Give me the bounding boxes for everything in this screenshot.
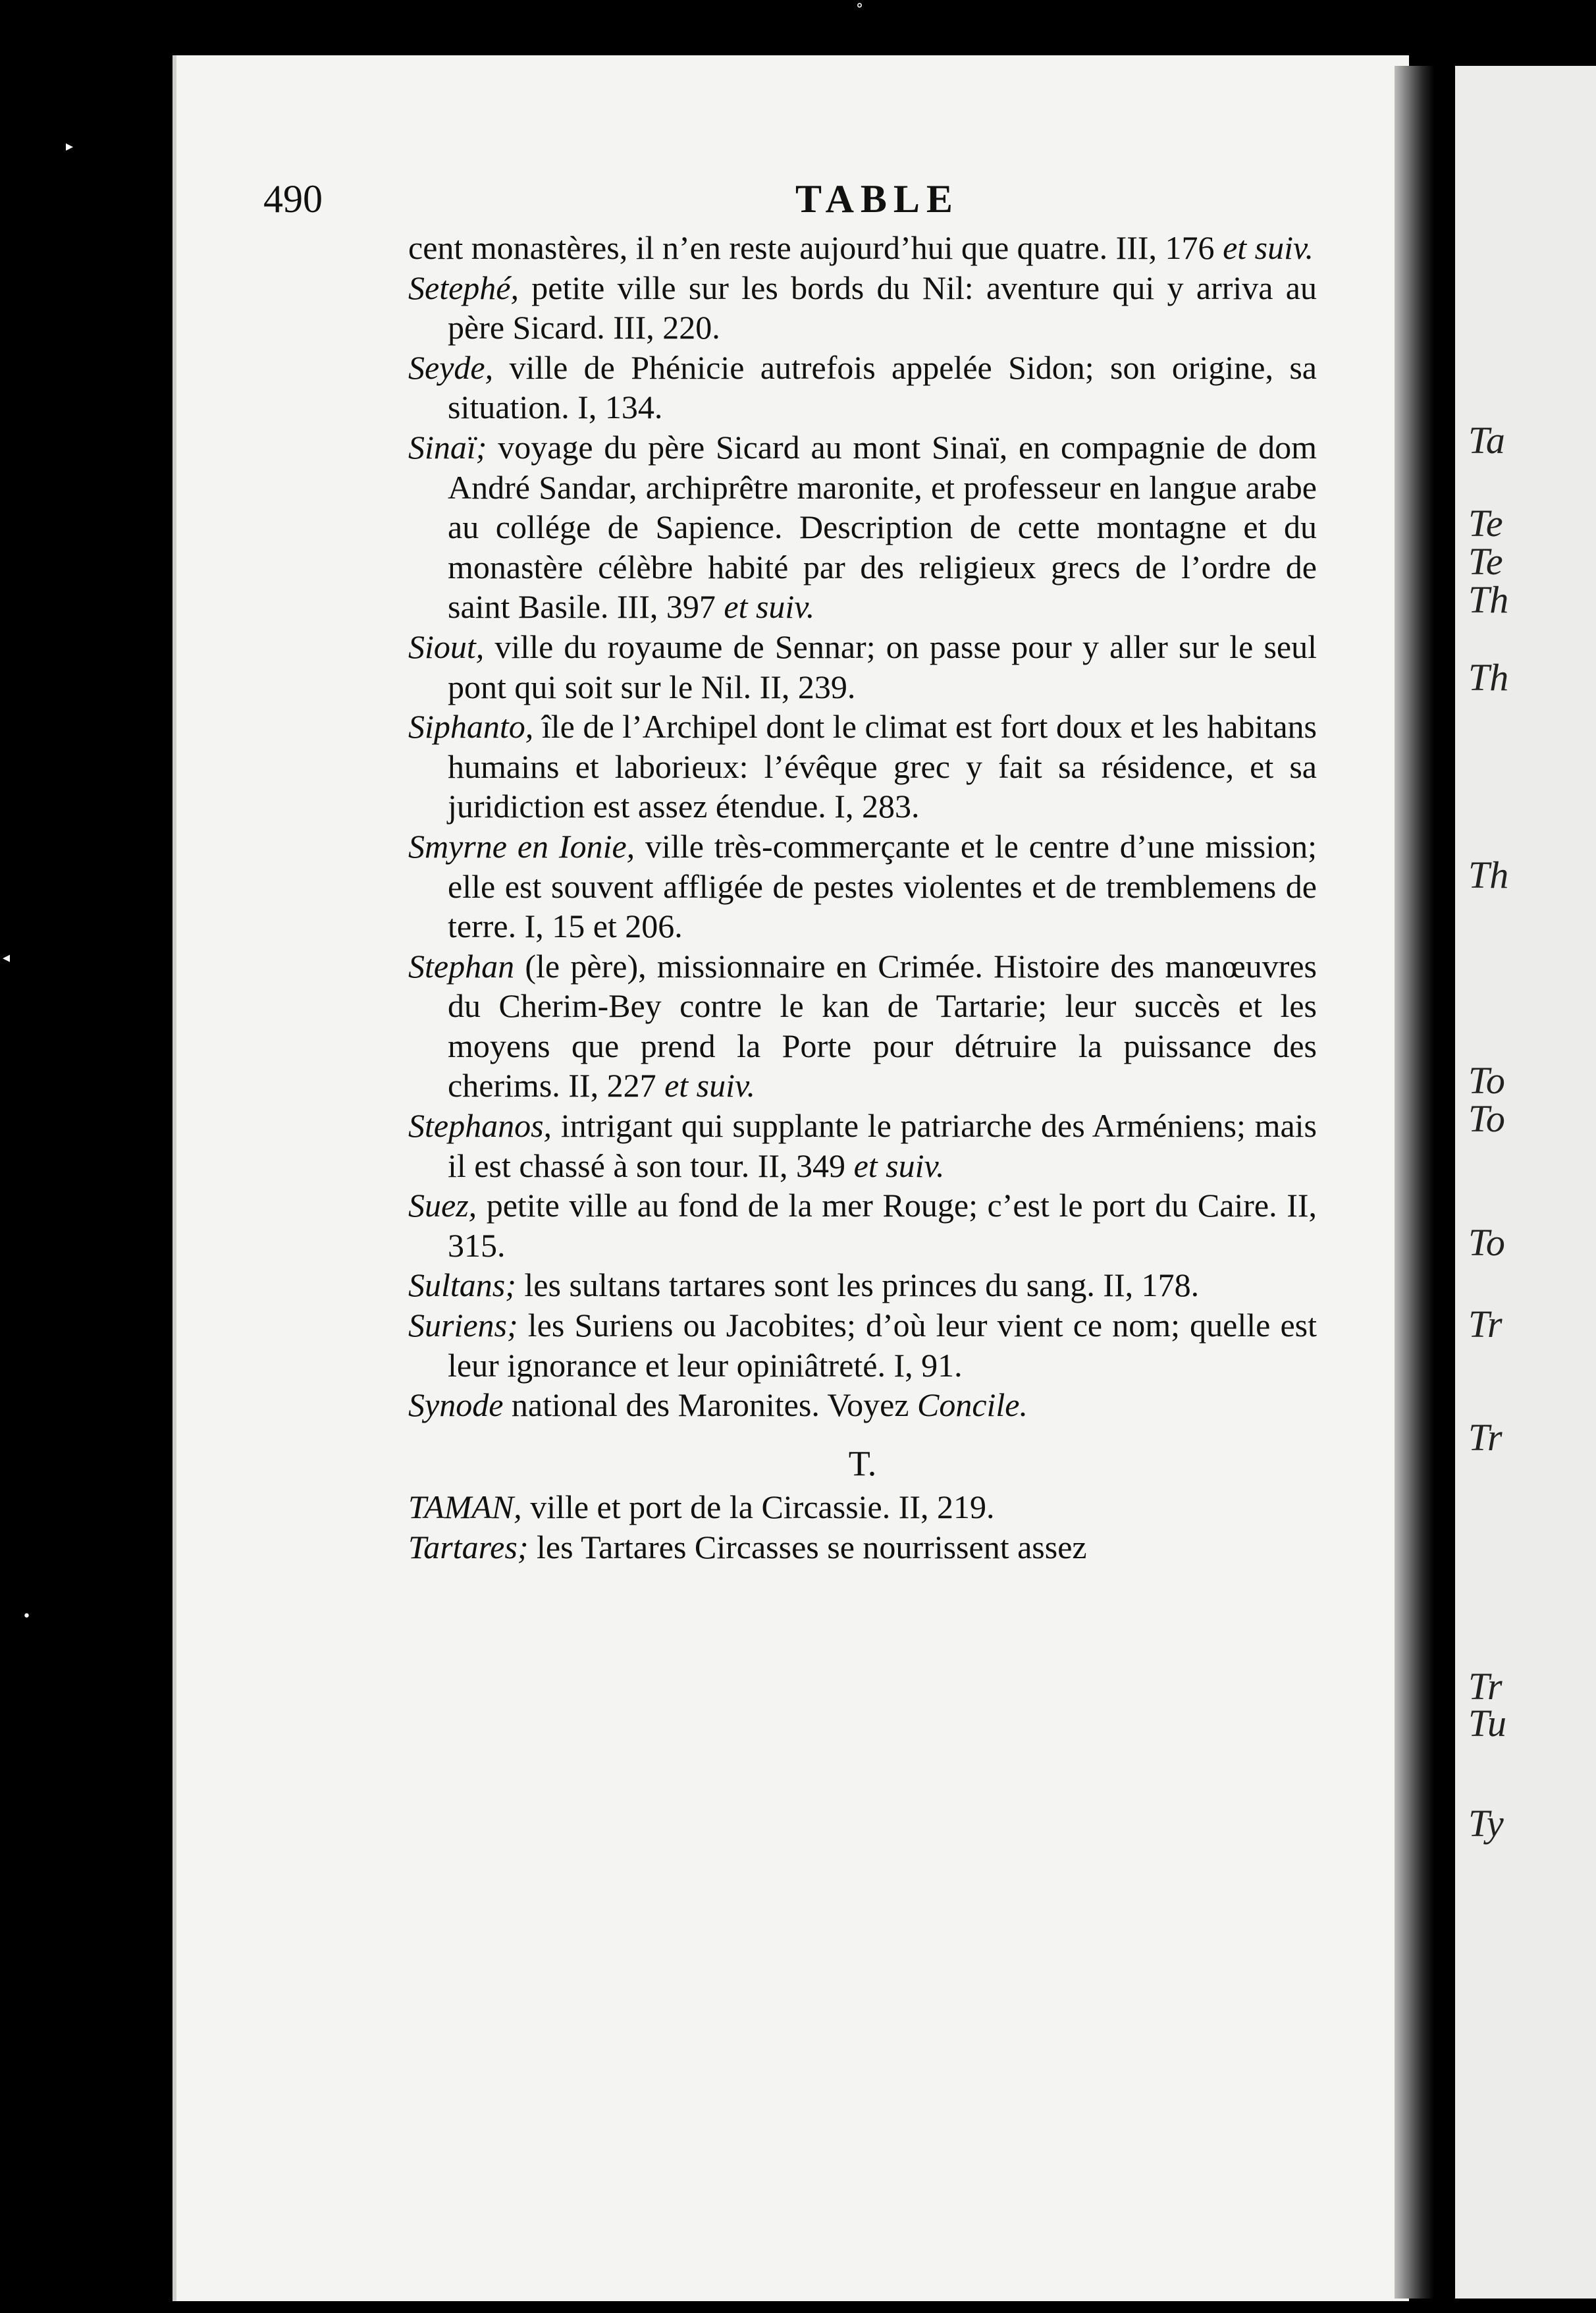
facing-margin-letter: Tr bbox=[1468, 1303, 1503, 1346]
facing-margin-letter: To bbox=[1468, 1097, 1505, 1140]
index-entry bbox=[408, 946, 1317, 1106]
entry-emphasis: et suiv. bbox=[1223, 229, 1314, 266]
entry-text: (le père), missionnaire en Crimée. Histoire des manœuvres du Cherim-Bey contre le kan de Tartarie; leur succès et les moyens que prend la Porte pour détruire la puissance des cherims. II, 227 bbox=[448, 947, 1317, 1104]
entry-text: national des Maronites. Voyez bbox=[503, 1386, 917, 1424]
entry-headword: Sinaï; bbox=[408, 428, 487, 466]
facing-margin-letter: Th bbox=[1468, 656, 1509, 699]
page-header bbox=[263, 177, 1251, 229]
scan-mark-left-2: ◂ bbox=[3, 950, 11, 966]
entry-text: petite ville au fond de la mer Rouge; c’est le port du Caire. II, 315. bbox=[448, 1187, 1317, 1264]
entry-headword: Seyde, bbox=[408, 348, 494, 386]
entry-text: cent monastères, il n’en reste aujourd’hui que quatre. III, 176 bbox=[408, 229, 1223, 266]
entry-headword: Tartares; bbox=[408, 1529, 529, 1565]
index-entry bbox=[408, 1305, 1317, 1385]
facing-margin-letter: Tu bbox=[1468, 1702, 1507, 1745]
entry-emphasis: Concile. bbox=[917, 1386, 1028, 1424]
facing-margin-letter: Th bbox=[1468, 854, 1509, 896]
index-entry bbox=[408, 707, 1317, 827]
entry-headword: Siphanto, bbox=[408, 708, 534, 746]
entry-text: voyage du père Sicard au mont Sinaï, en compagnie de dom André Sandar, archiprêtre maronite, et professeur en langue arabe au collége de Sapience. Description de cette montagne et du monastère célèbre habité par des religieux grecs de l’ordre de saint Basile. III, 397 bbox=[448, 428, 1317, 626]
page-number: 490 bbox=[263, 177, 323, 221]
index-entry bbox=[408, 1265, 1317, 1305]
book-gutter bbox=[1395, 66, 1434, 2299]
entry-text: les sultans tartares sont les princes du sang. II, 178. bbox=[516, 1266, 1200, 1304]
entry-emphasis: et suiv. bbox=[664, 1067, 755, 1104]
facing-margin-letter: Te bbox=[1468, 502, 1503, 545]
entry-text: ville du royaume de Sennar; on passe pour y aller sur le seul pont qui soit sur le Nil. II, 239. bbox=[448, 628, 1317, 705]
index-entry bbox=[408, 268, 1317, 348]
facing-margin-letter: Ta bbox=[1468, 419, 1505, 462]
index-entry bbox=[408, 228, 1317, 268]
scan-mark-top: ° bbox=[856, 1, 863, 18]
section-letter: T. bbox=[848, 1443, 877, 1483]
scan-mark-left-3: • bbox=[22, 1608, 31, 1625]
entry-emphasis: et suiv. bbox=[724, 588, 815, 626]
index-entry bbox=[408, 1106, 1317, 1185]
entry-text: ville de Phénicie autrefois appelée Sidon; son origine, sa situation. I, 134. bbox=[448, 348, 1317, 426]
index-entry bbox=[408, 1385, 1317, 1425]
entry-headword: TAMAN, bbox=[408, 1488, 522, 1526]
facing-page-edge bbox=[1455, 66, 1596, 2299]
facing-margin-letter: Ty bbox=[1468, 1802, 1504, 1845]
index-entry bbox=[408, 1185, 1317, 1265]
running-title: TABLE bbox=[795, 177, 959, 221]
entry-headword: Smyrne en Ionie, bbox=[408, 827, 635, 865]
facing-margin-letter: To bbox=[1468, 1221, 1505, 1264]
facing-margin-letter: Tr bbox=[1468, 1665, 1503, 1708]
entry-text: les Tartares Circasses se nourrissent assez bbox=[528, 1529, 1087, 1565]
index-entry bbox=[408, 1487, 1317, 1527]
facing-margin-letter: Tr bbox=[1468, 1416, 1503, 1459]
scan-mark-left-1: ▸ bbox=[66, 138, 74, 155]
entry-headword: Stephanos, bbox=[408, 1107, 552, 1145]
entry-text: île de l’Archipel dont le climat est fort doux et les habitans humains et laborieux: l’évêque grec y fait sa résidence, et sa juridiction est assez étendue. I, 283. bbox=[448, 708, 1317, 825]
index-entry bbox=[408, 827, 1317, 946]
entry-text: ville et port de la Circassie. II, 219. bbox=[521, 1488, 995, 1526]
entry-headword: Synode bbox=[408, 1386, 504, 1424]
index-entry bbox=[408, 627, 1317, 707]
index-entry bbox=[408, 348, 1317, 427]
entry-text: les Suriens ou Jacobites; d’où leur vient ce nom; quelle est leur ignorance et leur opiniâtreté. I, 91. bbox=[448, 1307, 1317, 1384]
entry-headword: Suez, bbox=[408, 1187, 477, 1224]
facing-margin-letter: Te bbox=[1468, 540, 1503, 583]
facing-margin-letter: Th bbox=[1468, 578, 1509, 621]
index-entry bbox=[408, 1527, 1317, 1567]
entry-text: intrigant qui supplante le patriarche des Arméniens; mais il est chassé à son tour. II, 349 bbox=[448, 1107, 1317, 1184]
entry-headword: Setephé, bbox=[408, 269, 519, 306]
facing-margin-letter: To bbox=[1468, 1059, 1505, 1102]
entry-headword: Suriens; bbox=[408, 1307, 518, 1344]
index-text bbox=[408, 228, 1317, 1567]
entry-emphasis: et suiv. bbox=[853, 1147, 945, 1184]
entry-headword: Stephan bbox=[408, 947, 515, 985]
entry-headword: Sultans; bbox=[408, 1266, 516, 1304]
entry-text: ville très-commerçante et le centre d’une mission; elle est souvent affligée de pestes violentes et de tremblemens de terre. I, 15 et 206. bbox=[448, 827, 1317, 945]
index-entry bbox=[408, 427, 1317, 627]
entry-text: petite ville sur les bords du Nil: aventure qui y arriva au père Sicard. III, 220. bbox=[448, 269, 1317, 346]
entry-headword: Siout, bbox=[408, 628, 485, 665]
